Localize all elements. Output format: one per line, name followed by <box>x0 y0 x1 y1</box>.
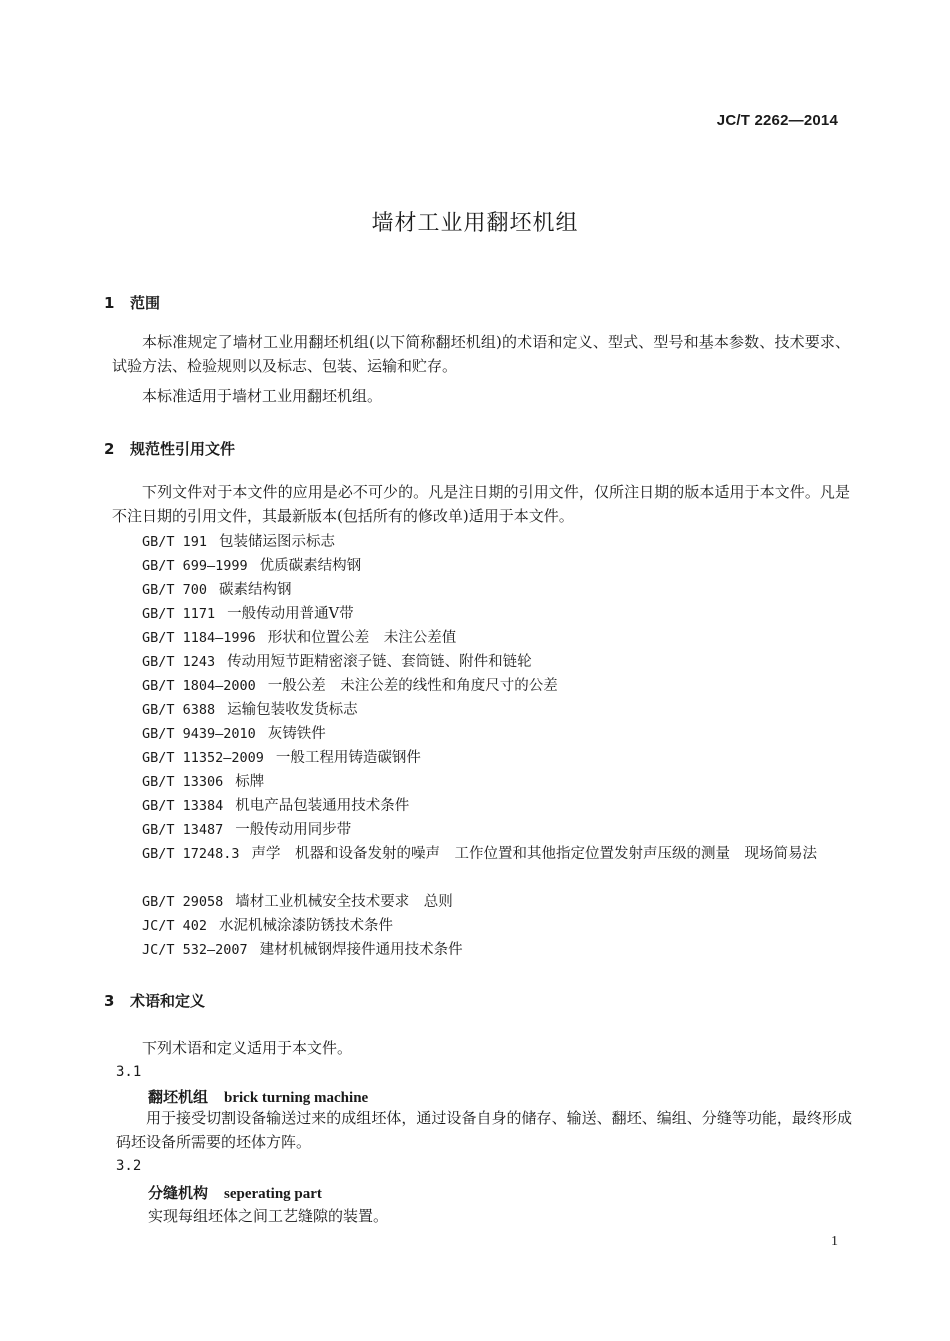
section-2-heading <box>104 438 235 459</box>
reference-code: GB/T 29058 <box>142 894 224 910</box>
term-definition: 用于接受切割设备输送过来的成组坯体，通过设备自身的储存、输送、翻坯、编组、分缝等功能，最终形成码坯设备所需要的坯体方阵。 <box>116 1109 852 1151</box>
section-title: 规范性引用文件 <box>130 440 236 458</box>
reference-item <box>142 916 393 936</box>
reference-title: 运输包装收发货标志 <box>227 702 358 718</box>
reference-title: 一般传动用普通V带 <box>227 606 354 622</box>
reference-title: 传动用短节距精密滚子链、套筒链、附件和链轮 <box>227 654 532 670</box>
reference-title: 一般工程用铸造碳钢件 <box>275 750 421 766</box>
term-chinese: 翻坯机组 <box>148 1088 209 1106</box>
reference-title: 一般公差 未注公差的线性和角度尺寸的公差 <box>267 678 558 694</box>
section-number: 2 <box>104 440 115 458</box>
reference-code: GB/T 11352—2009 <box>142 750 264 766</box>
reference-title: 形状和位置公差 未注公差值 <box>267 630 457 646</box>
reference-code: GB/T 13306 <box>142 774 224 790</box>
reference-title: 灰铸铁件 <box>267 726 326 742</box>
reference-title: 建材机械钢焊接件通用技术条件 <box>259 942 463 958</box>
reference-item <box>142 820 351 840</box>
reference-title: 声学 机器和设备发射的噪声 工作位置和其他指定位置发射声压级的测量 现场简易法 <box>251 846 818 862</box>
term-chinese: 分缝机构 <box>148 1184 209 1202</box>
section-title: 范围 <box>130 294 161 312</box>
clause-number: 3.2 <box>116 1158 142 1174</box>
reference-code: GB/T 9439—2010 <box>142 726 256 742</box>
clause-number: 3.1 <box>116 1064 142 1080</box>
reference-item <box>142 748 421 768</box>
reference-item <box>142 580 292 600</box>
reference-title: 标牌 <box>235 774 265 790</box>
page-number: 1 <box>831 1234 838 1249</box>
reference-code: GB/T 1804—2000 <box>142 678 256 694</box>
term-heading <box>148 1182 322 1203</box>
reference-item <box>142 628 456 648</box>
term-english: seperating part <box>224 1186 322 1202</box>
reference-item <box>142 604 354 624</box>
section-3-heading <box>104 990 205 1011</box>
reference-code: JC/T 402 <box>142 918 208 934</box>
standard-number: JC/T 2262—2014 <box>716 112 838 129</box>
reference-code: GB/T 1184—1996 <box>142 630 256 646</box>
reference-code: GB/T 700 <box>142 582 208 598</box>
reference-code: GB/T 699—1999 <box>142 558 248 574</box>
reference-code: GB/T 13487 <box>142 822 224 838</box>
terms-intro: 下列术语和定义适用于本文件。 <box>142 1039 353 1057</box>
reference-title: 水泥机械涂漆防锈技术条件 <box>219 918 394 934</box>
reference-title: 碳素结构钢 <box>219 582 292 598</box>
reference-item <box>142 940 463 960</box>
reference-item-long <box>112 842 852 866</box>
term-english: brick turning machine <box>224 1090 369 1106</box>
reference-item <box>142 652 532 672</box>
reference-code: GB/T 191 <box>142 534 208 550</box>
term-definition: 实现每组坯体之间工艺缝隙的装置。 <box>148 1207 389 1225</box>
section-number: 3 <box>104 992 115 1010</box>
reference-title: 优质碳素结构钢 <box>259 558 362 574</box>
reference-item <box>142 556 361 576</box>
document-title: 墙材工业用翻坯机组 <box>371 211 579 236</box>
reference-item <box>142 532 335 552</box>
reference-code: JC/T 532—2007 <box>142 942 248 958</box>
section-number: 1 <box>104 294 115 312</box>
section-1-heading <box>104 292 160 313</box>
term-heading <box>148 1086 368 1107</box>
reference-item <box>142 796 409 816</box>
reference-code: GB/T 6388 <box>142 702 216 718</box>
reference-code: GB/T 17248.3 <box>142 846 240 862</box>
reference-item <box>142 676 558 696</box>
scope-applicability: 本标准适用于墙材工业用翻坯机组。 <box>142 387 383 405</box>
reference-code: GB/T 1171 <box>142 606 216 622</box>
references-intro: 下列文件对于本文件的应用是必不可少的。凡是注日期的引用文件，仅所注日期的版本适用于本文件。凡是不注日期的引用文件，其最新版本(包括所有的修改单)适用于本文件。 <box>112 483 850 525</box>
reference-item <box>142 700 358 720</box>
reference-title: 机电产品包装通用技术条件 <box>235 798 410 814</box>
reference-title: 墙材工业机械安全技术要求 总则 <box>235 894 453 910</box>
reference-title: 一般传动用同步带 <box>235 822 352 838</box>
section-title: 术语和定义 <box>130 992 206 1010</box>
reference-code: GB/T 13384 <box>142 798 224 814</box>
reference-item <box>142 724 326 744</box>
scope-paragraph: 本标准规定了墙材工业用翻坯机组(以下简称翻坯机组)的术语和定义、型式、型号和基本参数、技术要求、试验方法、检验规则以及标志、包装、运输和贮存。 <box>112 333 850 375</box>
reference-title: 包装储运图示标志 <box>219 534 336 550</box>
reference-item <box>142 772 264 792</box>
reference-item <box>142 892 453 912</box>
reference-code: GB/T 1243 <box>142 654 216 670</box>
